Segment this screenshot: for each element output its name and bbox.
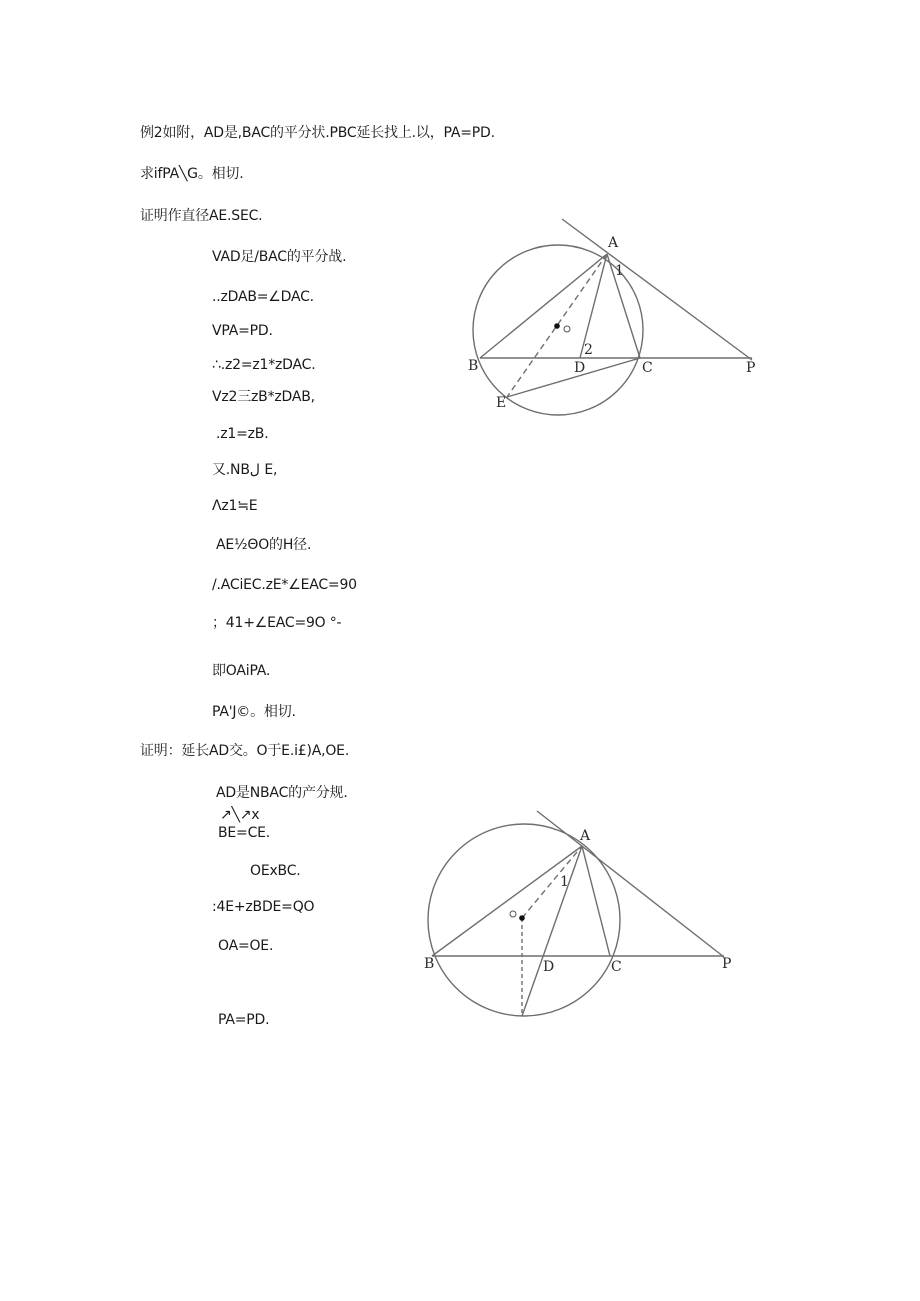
proof2-step: BE=CE. xyxy=(218,825,271,841)
proof2-heading: 证明：延长AD交。O于E.i£)A,OE. xyxy=(140,743,350,759)
proof1-step: VAD足/BAC的平分战. xyxy=(212,249,347,265)
proof2-step: AD是NBAC的产分规. xyxy=(216,785,348,801)
label-b: B xyxy=(468,358,479,374)
center-dot xyxy=(554,323,560,329)
label-p: P xyxy=(746,360,756,376)
label-angle-2: 2 xyxy=(584,342,593,358)
tangent-line-pa xyxy=(562,219,752,360)
center-dot xyxy=(519,915,525,921)
proof1-step: 即OAiPA. xyxy=(212,663,271,679)
label-a: A xyxy=(580,828,591,844)
segment-ac xyxy=(582,846,610,956)
proof2-step: :4E+zBDE=QO xyxy=(212,899,315,915)
label-d: D xyxy=(543,959,555,975)
proof1-step: VPA=PD. xyxy=(212,323,273,339)
problem-goal: 求ifPA╲G。相切. xyxy=(140,166,244,182)
figure2-lines xyxy=(428,811,724,1016)
label-c: C xyxy=(642,360,653,376)
proof1-step: Λz1≒E xyxy=(212,498,258,514)
label-angle-1: 1 xyxy=(560,874,569,890)
label-angle-1: 1 xyxy=(615,263,624,279)
proof1-step: PA'J©。相切. xyxy=(212,704,296,720)
proof1-step: Vz2三zB*zDAB, xyxy=(212,389,315,405)
proof1-heading: 证明作直径AE.SEC. xyxy=(140,208,263,224)
radius-oa xyxy=(522,846,582,918)
proof2-step: OExBC. xyxy=(250,863,301,879)
proof2-step: OA=OE. xyxy=(218,938,274,954)
label-d: D xyxy=(574,360,586,376)
center-mark xyxy=(564,326,570,332)
proof1-step: 又.NBل E, xyxy=(212,462,278,478)
segment-ae xyxy=(522,846,582,1016)
center-mark xyxy=(510,911,516,917)
label-c: C xyxy=(611,959,622,975)
proof1-step: ..zDAB=∠DAC. xyxy=(212,289,314,305)
segment-ab xyxy=(432,846,582,956)
geometry-figure-2 xyxy=(420,805,750,1025)
label-a: A xyxy=(608,235,619,251)
geometry-figure-1 xyxy=(455,205,775,420)
proof1-step: ∴.z2=z1*zDAC. xyxy=(212,357,316,373)
proof1-step: AE½ΘO的H径. xyxy=(216,537,312,553)
proof1-step: ；41+∠EAC=9O °- xyxy=(212,615,342,631)
proof1-step: /.ACiEC.zE*∠EAC=90 xyxy=(212,577,357,593)
problem-statement: 例2如附，AD是,BAC的平分状.PBC延长找上.以，PA=PD. xyxy=(140,125,495,141)
proof1-step: .z1=zB. xyxy=(216,426,269,442)
proof2-step: PA=PD. xyxy=(218,1012,270,1028)
label-p: P xyxy=(722,956,732,972)
label-e: E xyxy=(496,395,507,411)
proof2-step: ↗╲↗x xyxy=(220,807,260,823)
label-b: B xyxy=(424,956,435,972)
